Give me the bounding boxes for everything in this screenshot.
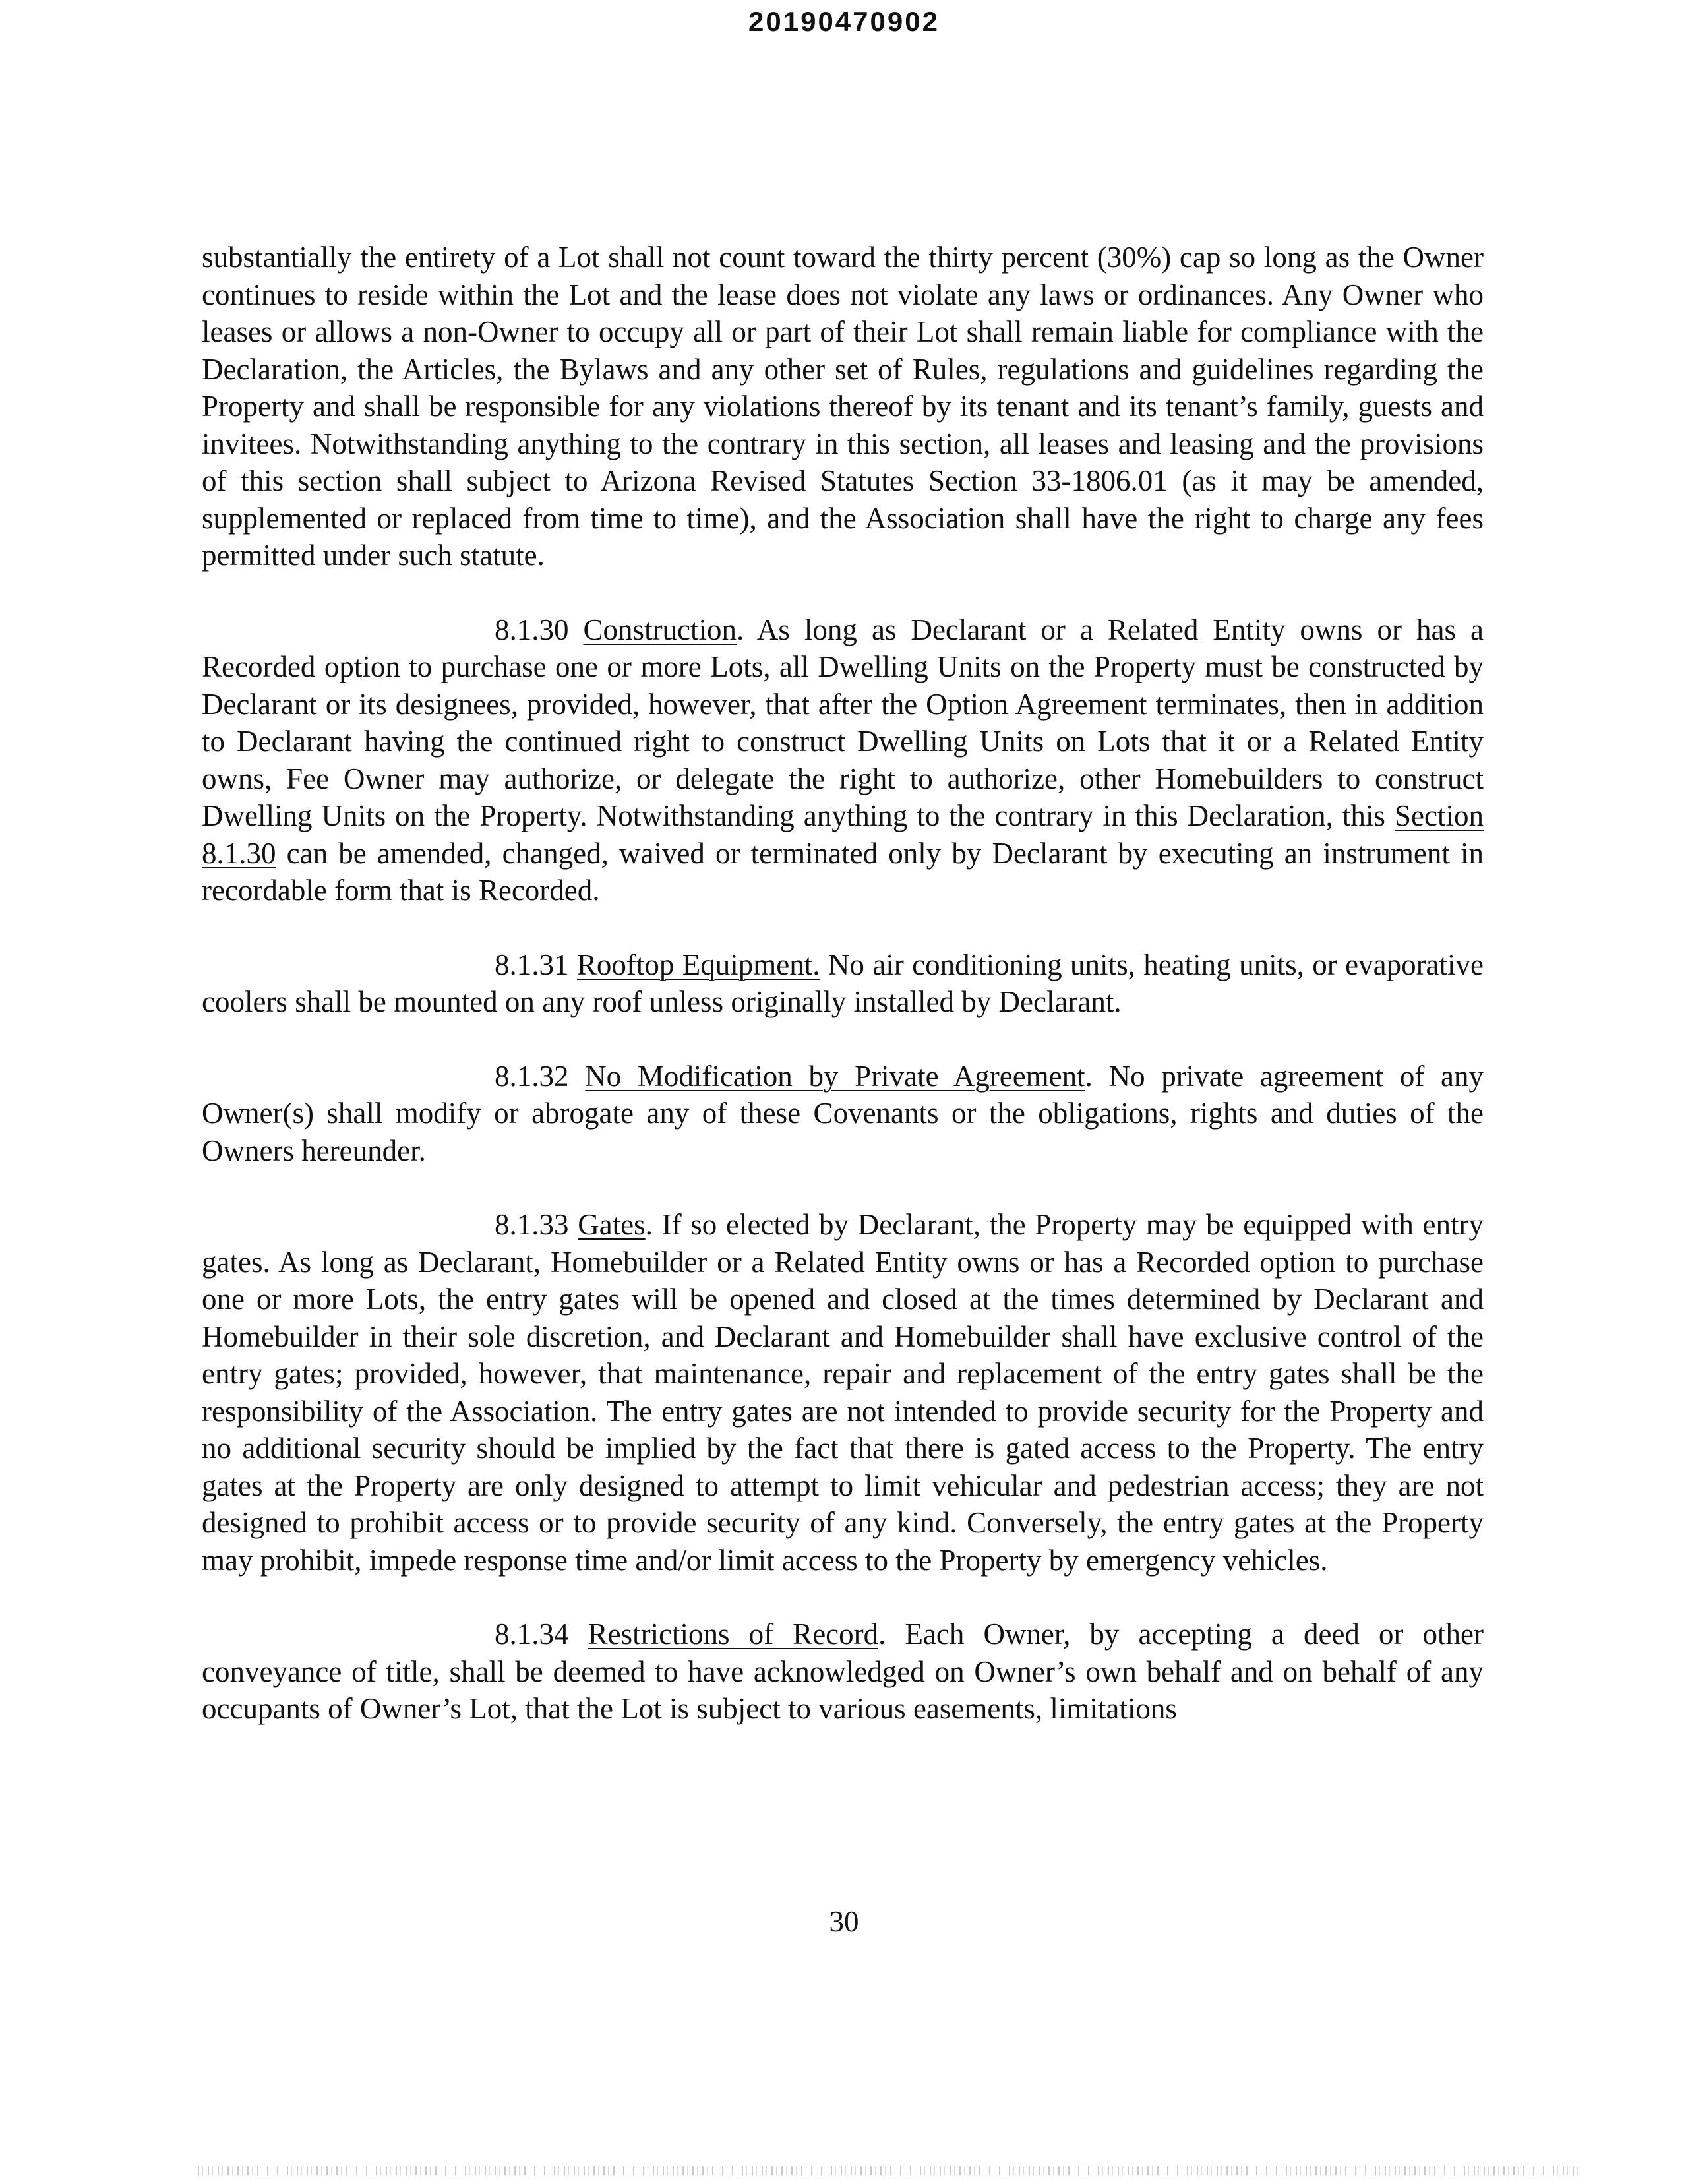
section-number: 8.1.31: [495, 948, 569, 981]
section-text: . Each Owner, by accepting a deed or other conveyance of title, shall be deemed to have acknowledged on Owner’s own behalf and on behalf of any occupants of Owner’s Lot, that the Lot is subject to various easements, limitations: [202, 1618, 1484, 1725]
paragraph-continuation: substantially the entirety of a Lot shall not count toward the thirty percent (30%) cap so long as the Owner continues to reside within the Lot and the lease does not violate any laws or ordinances. Any Owner who leases or allows a non-Owner to occupy all or part of their Lot shall remain liable for compliance with the Declaration, the Articles, the Bylaws and any other set of Rules, regulations and guidelines regarding the Property and shall be responsible for any violations thereof by its tenant and its tenant’s family, guests and invitees. Notwithstanding anything to the contrary in this section, all leases and leasing and the provisions of this section shall subject to Arizona Revised Statutes Section 33-1806.01 (as it may be amended, supplemented or replaced from time to time), and the Association shall have the right to charge any fees permitted under such statute.: [202, 241, 1484, 572]
section-cross-reference: Section 8.1.30: [202, 799, 1484, 870]
section-8-1-33: [202, 1206, 1484, 1579]
section-8-1-34: [202, 1616, 1484, 1728]
section-text: No air conditioning units, heating units, or evaporative coolers shall be mounted on any roof unless originally installed by Declarant.: [202, 948, 1484, 1018]
section-text: . No private agreement of any Owner(s) shall modify or abrogate any of these Covenants or the obligations, rights and duties of the Owners hereunder.: [202, 1059, 1484, 1167]
section-heading-construction: Construction: [583, 613, 737, 646]
section-number: 8.1.30: [495, 613, 569, 646]
section-text: . As long as Declarant or a Related Entity owns or has a Recorded option to purchase one or more Lots, all Dwelling Units on the Property must be constructed by Declarant or its designees, provided, however, that after the Option Agreement terminates, then in addition to Declarant having the continued right to construct Dwelling Units on Lots that it or a Related Entity owns, Fee Owner may authorize, or delegate the right to authorize, other Homebuilders to construct Dwelling Units on the Property. Notwithstanding anything to the contrary in this Declaration, this: [202, 613, 1484, 832]
section-8-1-30: [202, 611, 1484, 909]
scan-artifact-strip: [198, 2166, 1582, 2175]
section-8-1-31: [202, 946, 1484, 1021]
section-heading-gates: Gates: [578, 1208, 646, 1241]
document-number: 20190470902: [748, 6, 940, 37]
section-heading-no-modification: No Modification by Private Agreement: [585, 1059, 1085, 1093]
section-number: 8.1.34: [495, 1618, 569, 1651]
section-number: 8.1.32: [495, 1059, 569, 1093]
section-text: can be amended, changed, waived or terminated only by Declarant by executing an instrument in recordable form that is Recorded.: [202, 836, 1484, 907]
section-heading-rooftop-equipment: Rooftop Equipment.: [576, 948, 820, 981]
page-number: 30: [829, 1905, 859, 1938]
section-text: . If so elected by Declarant, the Property may be equipped with entry gates. As long as Declarant, Homebuilder or a Related Entity owns or has a Recorded option to purchase one or more Lots, the entry gates will be opened and closed at the times determined by Declarant and Homebuilder in their sole discretion, and Declarant and Homebuilder shall have exclusive control of the entry gates; provided, however, that maintenance, repair and replacement of the entry gates shall be the responsibility of the Association. The entry gates are not intended to provide security for the Property and no additional security should be implied by the fact that there is gated access to the Property. The entry gates at the Property are only designed to attempt to limit vehicular and pedestrian access; they are not designed to prohibit access or to provide security of any kind. Conversely, the entry gates at the Property may prohibit, impede response time and/or limit access to the Property by emergency vehicles.: [202, 1208, 1484, 1577]
section-number: 8.1.33: [495, 1208, 569, 1241]
document-body: [202, 239, 1484, 1765]
section-heading-restrictions-of-record: Restrictions of Record: [588, 1618, 879, 1651]
section-8-1-32: [202, 1058, 1484, 1170]
